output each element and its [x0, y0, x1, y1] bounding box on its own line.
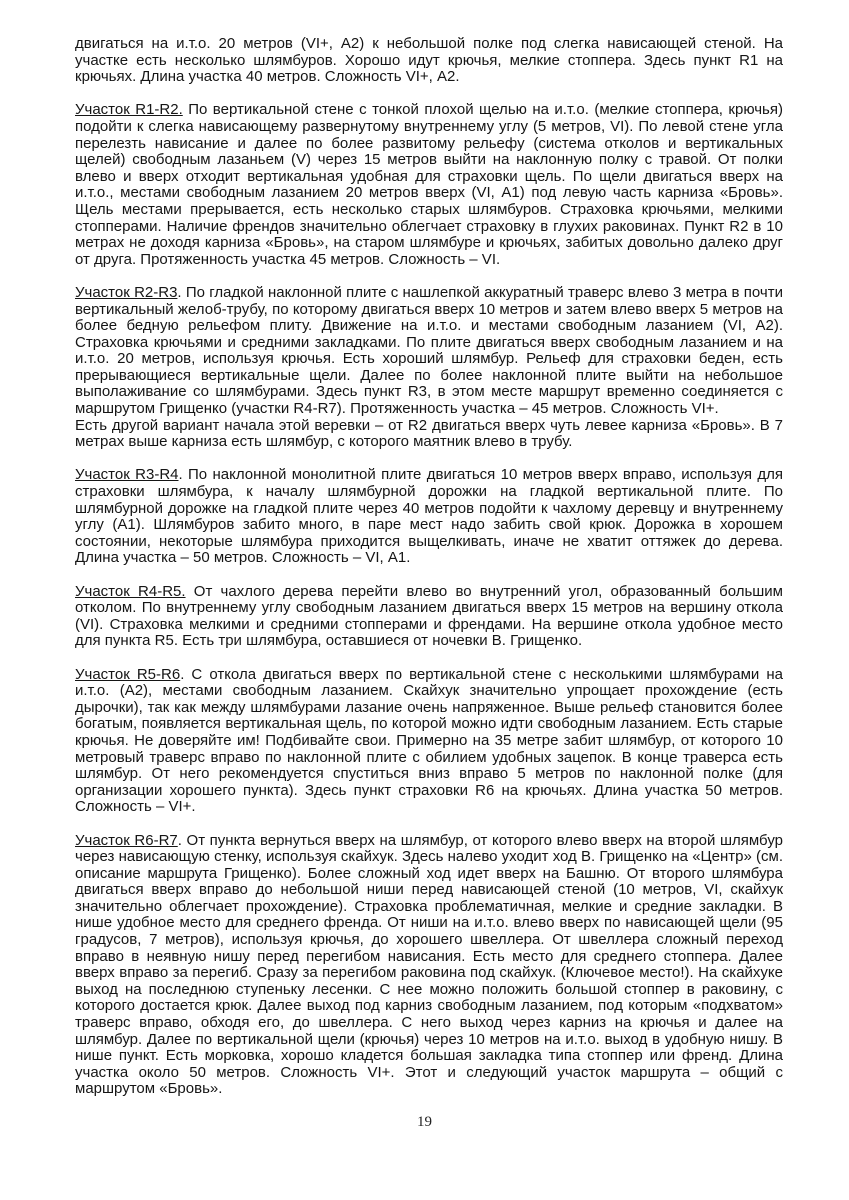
section-header: Участок R3-R4 — [75, 466, 179, 484]
section-header: Участок R1-R2. — [75, 101, 183, 119]
paragraph-text: . С откола двигаться вверх по вертикальной стене с несколькими шлямбурами на и.т.о. (А2), местами свободным лазанием. Скайхук значительно упрощает прохождение (есть дырочки), так как между шлямбурами лазание очень напряженное. Выше рельеф становится более богатым, появляется вертикальная щель, по которой можно идти свободным лазанием. Есть старые крючья. Не доверяйте им! Подбивайте свои. Примерно на 35 метре забит шлямбур, от которого 10 метровый траверс вправо по наклонной плите с обилием удобных зацепок. В конце траверса есть шлямбур. От него рекомендуется спуститься вниз вправо 5 метров по наклонной полке (для организации хорошего пункта). Здесь пункт страховки R6 на крючьях. Длина участка 50 метров. Сложность – VI+. — [75, 665, 783, 816]
section-r2-r3 — [75, 285, 783, 418]
section-header: Участок R4-R5. — [75, 582, 186, 600]
paragraph-text: От чахлого дерева перейти влево во внутренний угол, образованный большим отколом. По внутреннему углу свободным лазанием двигаться вверх 15 метров на вершину откола (VI). Страховка мелкими и средними стопперами и френдами. На вершине откола удобное место для пункта R5. Есть три шлямбура, оставшиеся от ночевки В. Грищенко. — [75, 582, 783, 650]
section-header: Участок R2-R3 — [75, 283, 178, 301]
section-header: Участок R5-R6 — [75, 665, 181, 683]
section-r4-r5 — [75, 584, 783, 650]
text-column — [75, 36, 783, 1098]
section-r1-r2 — [75, 102, 783, 268]
paragraph-text: . По наклонной монолитной плите двигаться 10 метров вверх вправо, используя для страховки шлямбура, к началу шлямбурной дорожки на гладкой вертикальной плите. По шлямбурной дорожке на гладкой плите через 40 метров подойти к чахлому деревцу и внутреннему углу (А1). Шлямбуров забито много, в паре мест надо забить свой крюк. Дорожка в хорошем состоянии, некоторые шлямбура приходится выщелкивать, иначе не хватит оттяжек до дерева. Длина участка – 50 метров. Сложность – VI, А1. — [75, 466, 784, 567]
section-header: Участок R6-R7 — [75, 831, 178, 849]
paragraph-text: . От пункта вернуться вверх на шлямбур, от которого влево вверх на второй шлямбур через нависающую стенку, используя скайхук. Здесь налево уходит ход В. Грищенко на «Центр» (см. описание маршрута Грищенко). Более сложный ход идет вверх на Башню. От второго шлямбура двигаться вверх вправо до небольшой ниши перед нависающей стеной (10 метров, VI, скайхук значительно облегчает прохождение). Страховка проблематичная, мелкие и средние закладки. В нише удобное место для среднего френда. От ниши на и.т.о. влево вверх по нависающей щели (95 градусов, 7 метров), используя крючья, до хорошего швеллера. От швеллера сложный переход вправо в неявную нишу перед перегибом нависания. Есть место для среднего стоппера. Далее вверх вправо за перегиб. Сразу за перегибом раковина под скайхук. (Ключевое место!). На скайхуке выход на последнюю ступеньку лесенки. С нее можно положить большой стоппер в раковину, с которого достается крюк. Далее выход под карниз свободным лазанием, под которым «подхватом» траверс вправо, обходя его, до швеллера. С него выход через карниз на крючья и далее на шлямбур. Далее по вертикальной щели (крючья) через 10 метров на и.т.о. выход в удобную нишу. В нише пункт. Есть морковка, хорошо кладется большая закладка типа стоппер или френд. Длина участка около 50 метров. Сложность VI+. Этот и следующий участок маршрута – общий с маршрутом «Бровь». — [75, 831, 783, 1098]
paragraph-text: По вертикальной стене с тонкой плохой щелью на и.т.о. (мелкие стоппера, крючья) подойти к слегка нависающему развернутому внутреннему углу (5 метров, VI). По левой стене угла перелезть нависание и далее по более развитому рельефу (система отколов и вертикальных щелей) свободным лазаньем (V) через 15 метров выйти на наклонную полку с травой. От полки влево и вверх отходит вертикальная удобная для страховки щель. По щели двигаться вверх на и.т.о., местами свободным лазанием 20 метров вверх (VI, А1) под левую часть карниза «Бровь». Щель местами прерывается, есть несколько старых шлямбуров. Страховка крючьями, мелкими стопперами. Наличие френдов значительно облегчает страховку в глухих раковинах. Пункт R2 в 10 метрах не доходя карниза «Бровь», на старом шлямбуре и крючьях, забитых довольно далеко друг от друга. Протяженность участка 45 метров. Сложность – VI. — [75, 101, 783, 268]
section-r3-r4 — [75, 467, 783, 567]
paragraph-text: Есть другой вариант начала этой веревки – от R2 двигаться вверх чуть левее карниза «Бровь». В 7 метрах выше карниза есть шлямбур, с которого маятник влево в трубу. — [75, 416, 783, 451]
paragraph-text: двигаться на и.т.о. 20 метров (VI+, А2) к небольшой полке под слегка нависающей стеной. На участке есть несколько шлямбуров. Хорошо идут крючья, мелкие стоппера. Здесь пункт R1 на крючьях. Длина участка 40 метров. Сложность VI+, А2. — [75, 35, 783, 86]
section-r2-r3-variant — [75, 418, 783, 451]
page-number: 19 — [417, 1114, 432, 1130]
paragraph-text: . По гладкой наклонной плите с нашлепкой аккуратный траверс влево 3 метра в почти вертикальный желоб-трубу, по которому двигаться вверх 10 метров и затем влево вверх 5 метров на более бедную рельефом плиту. Движение на и.т.о. и местами свободным лазанием (VI, А2). Страховка крючьями и средними закладками. По плите двигаться вверх свободным лазанием и на и.т.о. 20 метров, используя крючья. Есть хороший шлямбур. Рельеф для страховки беден, есть прерывающиеся вертикальные щели. Далее по более наклонной плите выйти на небольшое выполаживание со шлямбурами. Здесь пункт R3, в этом месте маршрут временно соединяется с маршрутом Грищенко (участки R4-R7). Протяженность участка – 45 метров. Сложность VI+. — [75, 283, 783, 418]
section-r6-r7 — [75, 833, 783, 1099]
section-r5-r6 — [75, 667, 783, 816]
paragraph-continuation — [75, 36, 783, 86]
